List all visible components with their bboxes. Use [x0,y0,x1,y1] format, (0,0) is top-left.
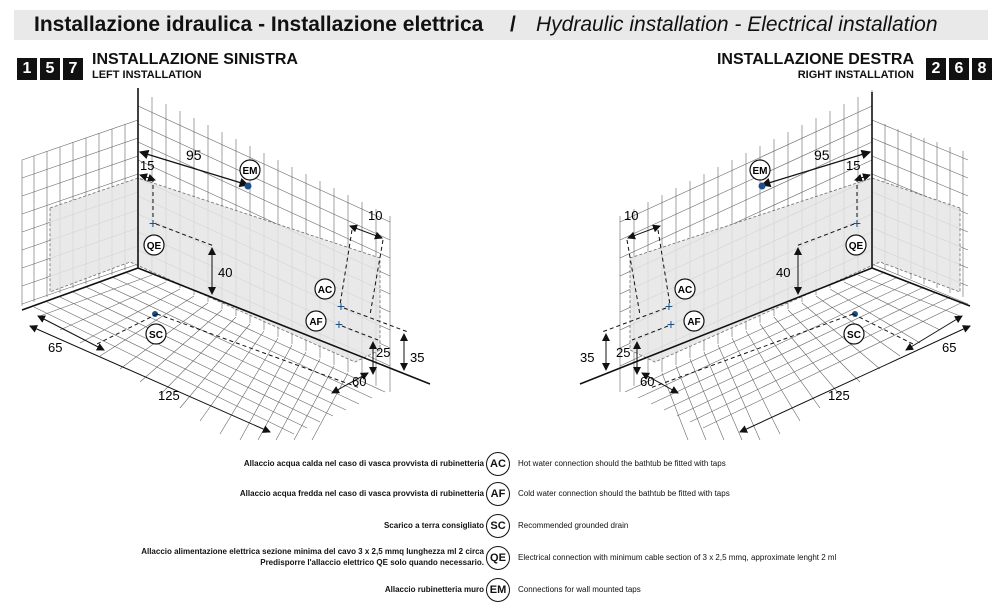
right-sc-label: SC [847,330,861,341]
left-sc-label: SC [149,330,163,341]
legend-row-sc [0,514,1000,538]
legend-qe-code: QE [486,546,510,570]
legend-em-en: Connections for wall mounted taps [518,585,641,594]
right-badge-1: 2 [926,58,946,80]
left-em-label: EM [242,166,258,177]
left-dim-35: 35 [410,350,425,365]
right-badge-2: 6 [949,58,969,80]
right-dim-65: 65 [942,340,957,355]
legend-sc-code: SC [486,514,510,538]
legend-qe-it: Allaccio alimentazione elettrica sezione minima del cavo 3 x 2,5 mmq lunghezza ml 2 circa [141,547,484,556]
legend-ac-code: AC [486,452,510,476]
left-subtitle: LEFT INSTALLATION [92,69,202,81]
header-title-it: Installazione idraulica - Installazione elettrica [34,13,484,36]
left-badge-3: 7 [63,58,83,80]
left-dim-15: 15 [140,158,155,173]
legend-row-em [0,578,1000,602]
header-separator: / [510,13,516,36]
left-dim-65: 65 [48,340,63,355]
right-subtitle: RIGHT INSTALLATION [797,69,914,81]
legend-af-en: Cold water connection should the bathtub be fitted with taps [518,489,730,498]
left-ac-label: AC [317,285,333,296]
right-dim-40: 40 [776,265,791,280]
right-em-label: EM [752,166,768,177]
header-title-en: Hydraulic installation - Electrical installation [536,13,938,36]
legend-em-it: Allaccio rubinetteria muro [384,585,484,594]
legend-ac-en: Hot water connection should the bathtub be fitted with taps [518,459,726,468]
left-af-point: + [334,316,344,332]
right-badge-3: 8 [972,58,992,80]
right-af-label: AF [687,317,701,328]
left-dim-10: 10 [368,208,383,223]
right-dim-10: 10 [624,208,639,223]
left-dim-60: 60 [352,374,367,389]
left-dim-125: 125 [158,388,180,403]
left-af-label: AF [309,317,323,328]
left-qe-point: + [148,215,158,231]
right-dim-125: 125 [828,388,850,403]
right-ac-label: AC [677,285,693,296]
left-badge-1: 1 [17,58,37,80]
left-qe-label: QE [146,241,162,252]
right-ac-point: + [664,298,674,314]
right-dim-60: 60 [640,374,655,389]
legend-sc-it: Scarico a terra consigliato [383,521,484,530]
right-dim-35: 35 [580,350,595,365]
left-ac-point: + [336,298,346,314]
left-dim-25: 25 [376,345,391,360]
left-dim-95: 95 [186,147,202,163]
legend-af-code: AF [486,482,510,506]
legend-row-ac [0,452,1000,476]
right-qe-label: QE [848,241,864,252]
right-title: INSTALLAZIONE DESTRA [716,51,914,68]
right-dim-25: 25 [616,345,631,360]
right-qe-point: + [852,215,862,231]
legend-row-qe [0,546,1000,570]
legend-qe-en: Electrical connection with minimum cable section of 3 x 2,5 mmq, approximate lenght 2 ml [518,553,837,562]
right-af-point: + [666,316,676,332]
right-dim-95: 95 [814,147,830,163]
right-dim-15: 15 [846,158,861,173]
left-badge-2: 5 [40,58,60,80]
left-title: INSTALLAZIONE SINISTRA [92,51,298,68]
left-tub-outline [50,178,383,362]
right-installation-geometry [580,90,970,440]
left-installation-drawing [22,88,430,440]
left-dim-10-line [350,226,382,238]
legend-qe-it-note: Predisporre l'allaccio elettrico QE solo quando necessario. [260,558,484,567]
legend-ac-it: Allaccio acqua calda nel caso di vasca provvista di rubinetteria [243,459,484,468]
left-em-point [245,183,252,190]
legend-em-code: EM [486,578,510,602]
left-dim-40: 40 [218,265,233,280]
legend-row-af [0,482,1000,506]
legend-af-it: Allaccio acqua fredda nel caso di vasca provvista di rubinetteria [239,489,484,498]
legend-sc-en: Recommended grounded drain [518,521,629,530]
